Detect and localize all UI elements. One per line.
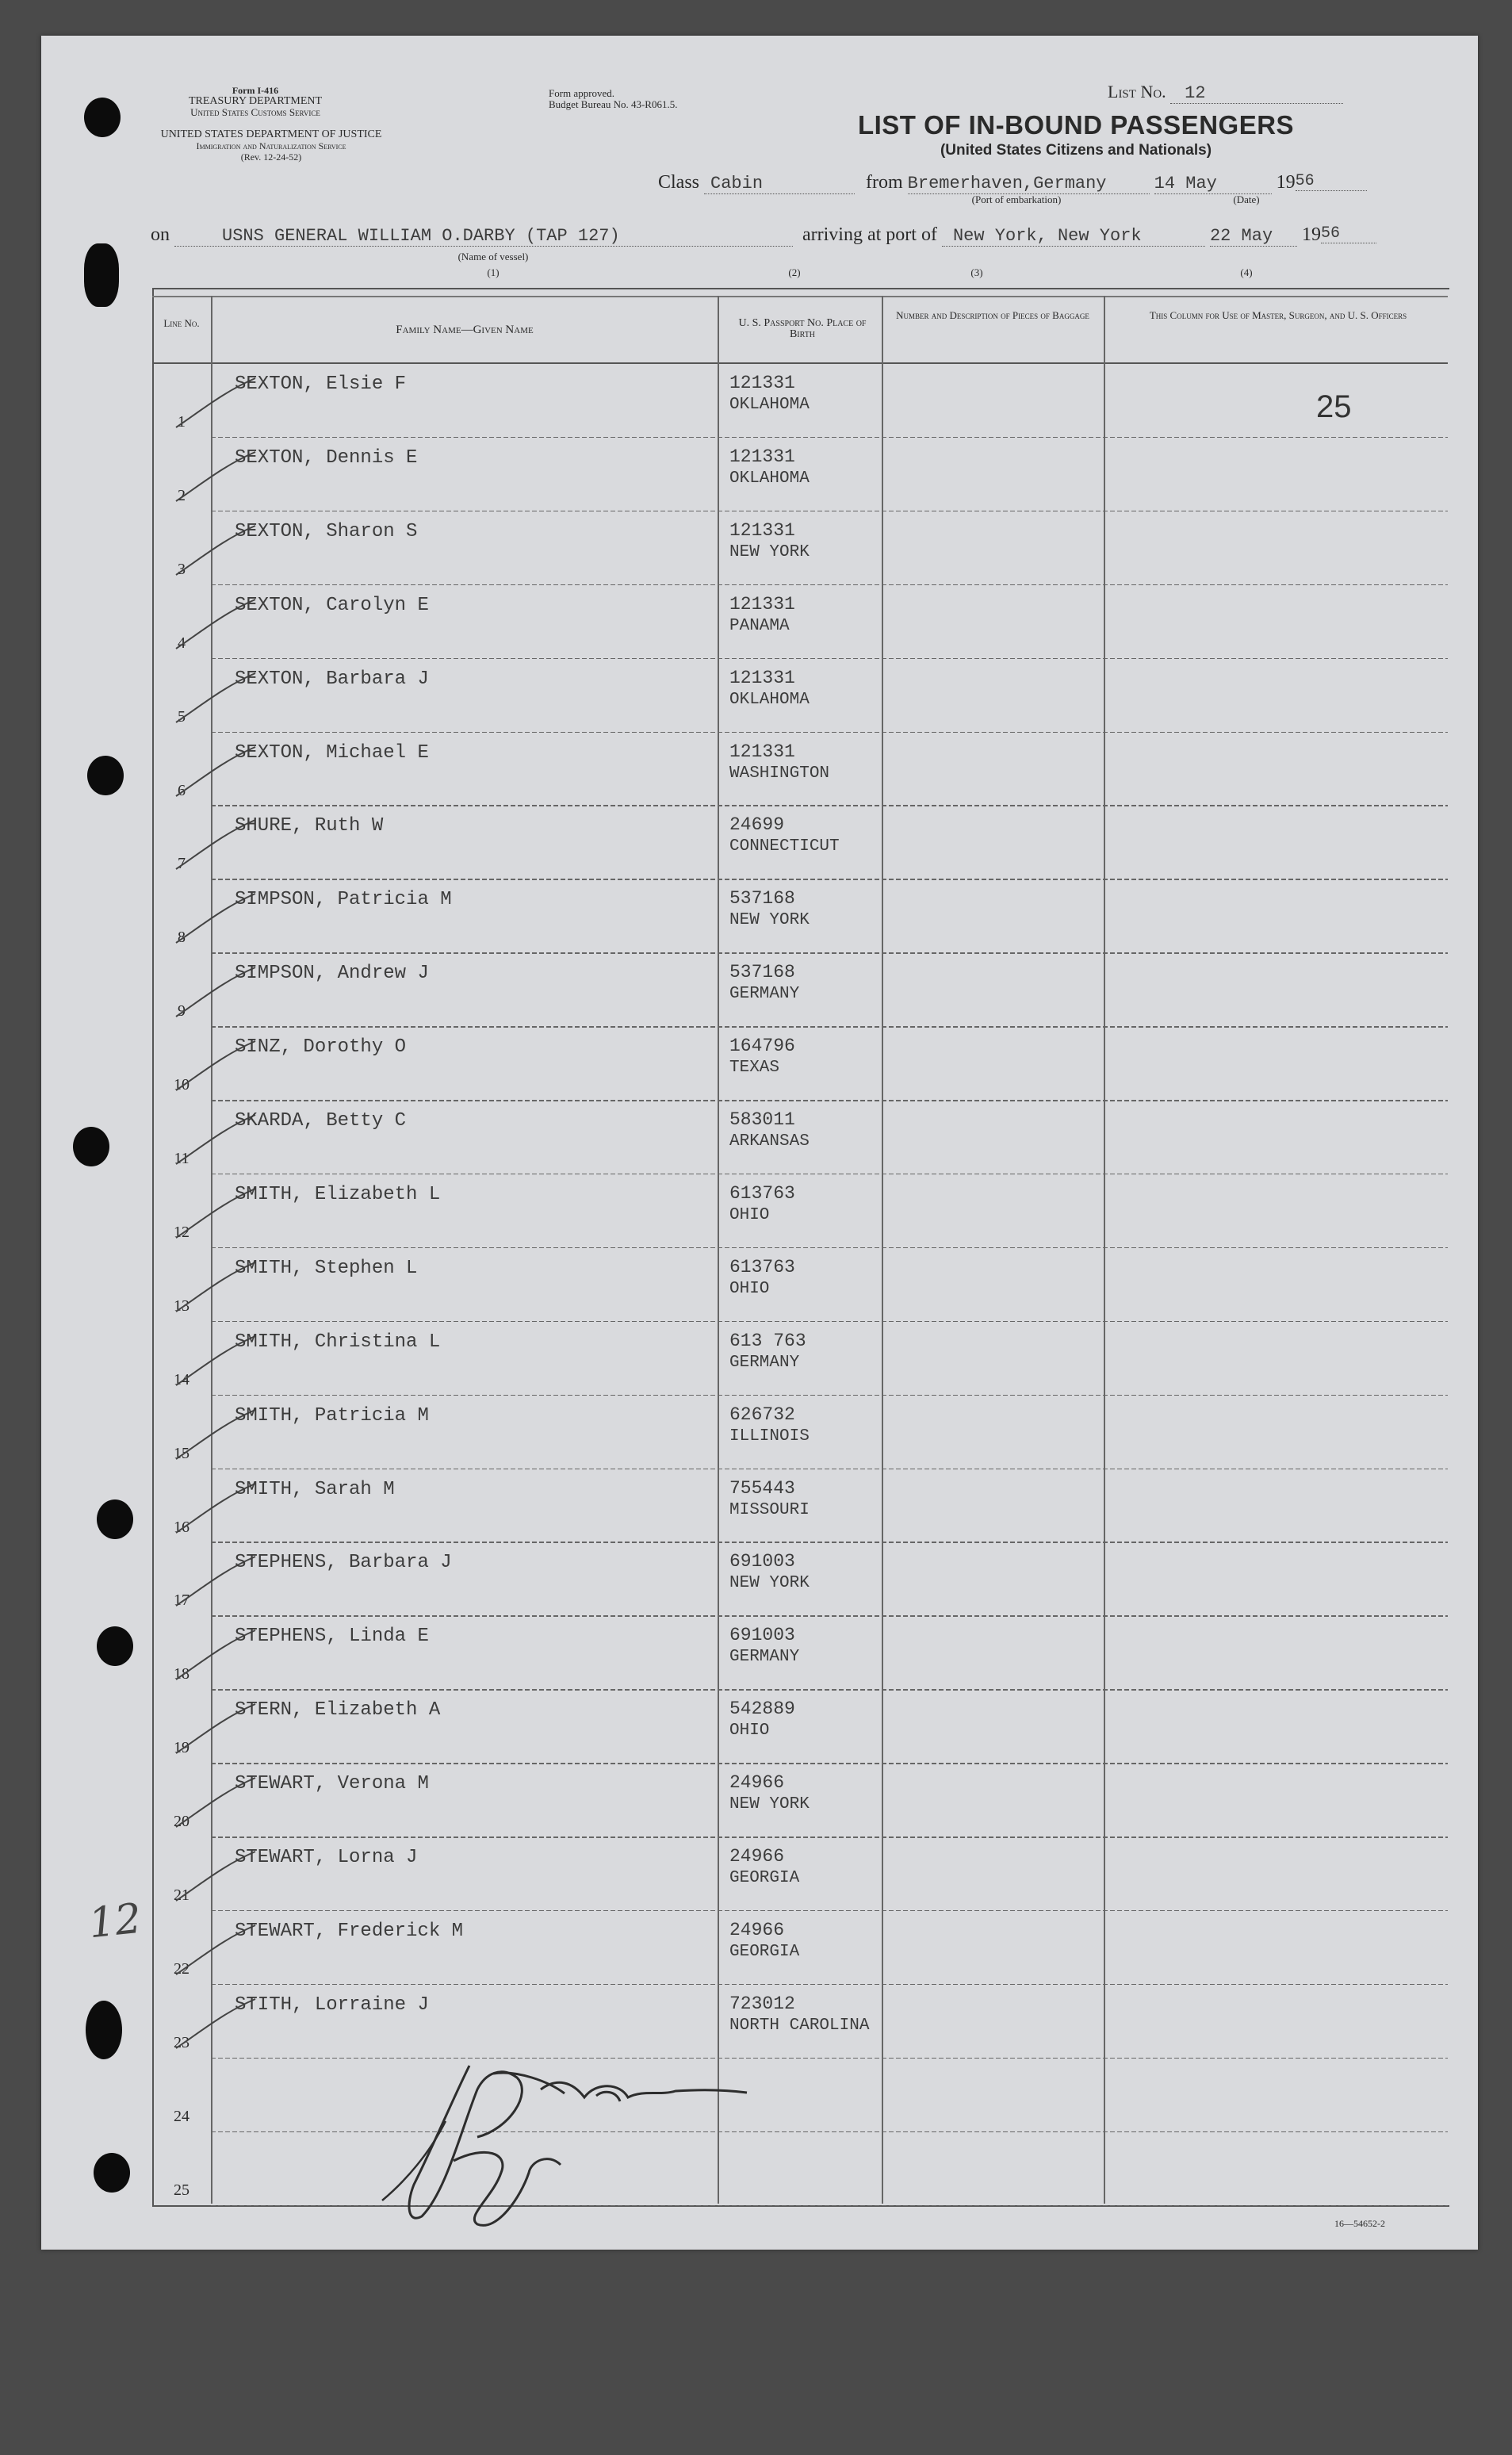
passport-cell xyxy=(729,1256,795,1300)
passport-number: 121331 xyxy=(729,373,795,393)
place-of-birth: NEW YORK xyxy=(729,542,810,561)
class-value: Cabin xyxy=(704,174,855,194)
passport-cell xyxy=(729,1698,795,1742)
passenger-name: SEXTON, Elsie F xyxy=(235,373,407,395)
passport-cell xyxy=(729,667,810,711)
place-of-birth: TEXAS xyxy=(729,1059,780,1078)
passport-cell xyxy=(729,1550,810,1595)
passport-cell xyxy=(729,887,810,932)
line-number: 8 xyxy=(178,929,186,947)
row-divider xyxy=(211,1247,1448,1249)
passenger-name: SMITH, Sarah M xyxy=(235,1478,395,1500)
row-divider xyxy=(211,1026,1448,1028)
punch-hole-7 xyxy=(86,2001,122,2059)
port-caption: (Port of embarkation) xyxy=(971,193,1062,205)
line-number: 7 xyxy=(178,855,186,873)
line-number: 22 xyxy=(174,1959,189,1978)
place-of-birth: OHIO xyxy=(729,1279,770,1298)
line-number: 21 xyxy=(174,1886,189,1904)
passenger-name: STEPHENS, Linda E xyxy=(235,1626,429,1648)
passport-cell xyxy=(729,1182,795,1227)
dept-justice: UNITED STATES DEPARTMENT OF JUSTICE xyxy=(160,128,382,140)
place-of-birth: OHIO xyxy=(729,1205,770,1224)
row-divider xyxy=(211,1321,1448,1323)
passport-number: 24966 xyxy=(729,1772,785,1794)
embark-port: Bremerhaven,Germany xyxy=(908,174,1150,194)
passenger-name: SEXTON, Barbara J xyxy=(235,668,429,690)
line-number: 11 xyxy=(174,1150,189,1167)
passport-cell xyxy=(729,1404,810,1448)
row-divider xyxy=(211,952,1448,954)
row-divider xyxy=(211,1100,1448,1101)
passenger-name: SEXTON, Dennis E xyxy=(235,446,418,469)
passport-cell xyxy=(729,1771,810,1816)
officer-count-note: 25 xyxy=(1316,389,1352,424)
punch-hole-3 xyxy=(87,756,124,795)
row-divider xyxy=(211,879,1448,880)
passport-cell xyxy=(729,1845,799,1890)
line-number: 25 xyxy=(174,2181,189,2199)
passport-number: 537168 xyxy=(729,888,795,910)
passport-cell xyxy=(729,1035,795,1079)
place-of-birth: MISSOURI xyxy=(729,1500,810,1519)
row-divider xyxy=(211,1469,1448,1470)
place-of-birth: NEW YORK xyxy=(729,1574,810,1593)
place-of-birth: GEORGIA xyxy=(729,1869,800,1887)
manifest-page xyxy=(41,36,1478,2250)
line-number: 24 xyxy=(174,2107,189,2125)
line-number: 5 xyxy=(178,707,186,726)
passport-number: 24699 xyxy=(729,814,785,836)
passenger-name: SIMPSON, Andrew J xyxy=(235,963,429,985)
passenger-name: SEXTON, Michael E xyxy=(235,741,429,764)
passport-number: 121331 xyxy=(729,446,795,467)
passport-number: 583011 xyxy=(729,1109,795,1130)
form-number: Form I-416 xyxy=(232,85,279,96)
passport-number: 164796 xyxy=(729,1036,795,1057)
date-caption: (Date) xyxy=(1233,193,1260,205)
row-divider xyxy=(211,511,1448,512)
line-number: 4 xyxy=(178,634,186,652)
row-divider xyxy=(211,658,1448,660)
place-of-birth: NEW YORK xyxy=(729,1795,810,1814)
passport-number: 542889 xyxy=(729,1699,795,1720)
line-number: 17 xyxy=(174,1591,189,1610)
vessel-line xyxy=(151,224,1376,247)
form-approved: Form approved. xyxy=(549,87,615,99)
passport-cell xyxy=(729,1993,869,2037)
passport-cell xyxy=(729,593,795,638)
class-label: Class xyxy=(658,172,700,193)
passenger-name: SHURE, Ruth W xyxy=(235,815,384,837)
passport-number: 537168 xyxy=(729,962,795,983)
dept-customs: United States Customs Service xyxy=(190,106,320,118)
row-divider xyxy=(211,805,1448,806)
class-line xyxy=(658,172,1367,194)
line-number: 13 xyxy=(174,1296,189,1315)
page-subtitle: (United States Citizens and Nationals) xyxy=(940,142,1212,159)
line-number: 15 xyxy=(174,1444,189,1462)
passenger-name: SINZ, Dorothy O xyxy=(235,1036,407,1059)
passport-number: 121331 xyxy=(729,519,795,541)
col-header-passport: U. S. Passport No. Place of Birth xyxy=(738,317,867,340)
passenger-name: STERN, Elizabeth A xyxy=(235,1699,441,1722)
punch-hole-8 xyxy=(94,2153,130,2193)
passport-number: 613 763 xyxy=(729,1330,806,1351)
row-divider xyxy=(211,1763,1448,1764)
passenger-name: STITH, Lorraine J xyxy=(235,1993,429,2016)
place-of-birth: PANAMA xyxy=(729,616,790,635)
row-divider xyxy=(211,1689,1448,1691)
on-label: on xyxy=(151,224,170,245)
passenger-name: STEWART, Lorna J xyxy=(235,1847,418,1868)
place-of-birth: OKLAHOMA xyxy=(729,469,810,488)
passport-number: 613763 xyxy=(729,1182,795,1204)
col-header-officers: This Column for Use of Master, Surgeon, and U. S. Officers xyxy=(1149,309,1407,321)
line-number: 6 xyxy=(178,781,186,799)
revision-date: (Rev. 12-24-52) xyxy=(240,151,302,163)
dept-treasury: TREASURY DEPARTMENT xyxy=(188,95,323,107)
budget-bureau: Budget Bureau No. 43-R061.5. xyxy=(549,98,678,110)
margin-handwritten-note: 12 xyxy=(86,1894,144,1948)
col-header-baggage: Number and Description of Pieces of Baggage xyxy=(896,309,1089,321)
passport-number: 121331 xyxy=(729,741,795,762)
passport-number: 121331 xyxy=(729,667,795,688)
place-of-birth: GEORGIA xyxy=(729,1942,800,1961)
punch-hole-4 xyxy=(73,1127,109,1166)
row-divider xyxy=(211,584,1448,586)
row-divider xyxy=(211,1542,1448,1543)
passenger-name: STEWART, Frederick M xyxy=(235,1920,464,1942)
line-number: 20 xyxy=(174,1813,189,1831)
passenger-name: SIMPSON, Patricia M xyxy=(235,889,452,911)
row-divider xyxy=(211,1984,1448,1986)
passenger-name: SEXTON, Sharon S xyxy=(235,520,418,542)
punch-hole-5 xyxy=(97,1499,133,1539)
passport-cell xyxy=(729,741,829,785)
col-num-1: (1) xyxy=(487,266,500,278)
passenger-name: SKARDA, Betty C xyxy=(235,1110,407,1132)
passport-cell xyxy=(729,372,810,416)
line-number: 1 xyxy=(178,413,186,431)
line-number: 2 xyxy=(178,486,186,504)
dept-immigration: Immigration and Naturalization Service xyxy=(196,140,346,151)
embark-date: 14 May xyxy=(1154,174,1272,194)
punch-hole-2 xyxy=(84,243,119,307)
row-divider xyxy=(211,1615,1448,1617)
passport-cell xyxy=(729,1624,799,1668)
punch-hole-1 xyxy=(84,98,121,137)
col-num-3: (3) xyxy=(970,266,983,278)
passport-number: 626732 xyxy=(729,1404,795,1425)
row-divider xyxy=(211,437,1448,439)
list-number-label: List No. xyxy=(1108,82,1166,101)
passport-cell xyxy=(729,1330,806,1374)
row-divider xyxy=(211,1836,1448,1838)
punch-hole-6 xyxy=(97,1626,133,1666)
passport-number: 723012 xyxy=(729,1993,795,2014)
passport-number: 24966 xyxy=(729,1919,785,1940)
passenger-name: SMITH, Elizabeth L xyxy=(235,1183,441,1205)
col-num-4: (4) xyxy=(1240,266,1253,278)
officer-signature xyxy=(358,2034,802,2248)
line-number: 23 xyxy=(174,2033,189,2051)
place-of-birth: OKLAHOMA xyxy=(729,396,810,414)
vessel-name: USNS GENERAL WILLIAM O.DARBY (TAP 127) xyxy=(174,226,793,247)
page-title: LIST OF IN-BOUND PASSENGERS xyxy=(857,110,1295,140)
vessel-caption: (Name of vessel) xyxy=(457,251,529,262)
line-number: 9 xyxy=(178,1002,186,1021)
passenger-name: SEXTON, Carolyn E xyxy=(235,594,429,616)
row-divider xyxy=(211,732,1448,733)
place-of-birth: ARKANSAS xyxy=(729,1132,810,1151)
passenger-name: SMITH, Patricia M xyxy=(235,1404,429,1427)
line-number: 19 xyxy=(174,1739,189,1757)
place-of-birth: GERMANY xyxy=(729,985,800,1004)
line-number: 10 xyxy=(174,1076,189,1094)
place-of-birth: WASHINGTON xyxy=(729,764,830,783)
list-number-value: 12 xyxy=(1170,83,1343,104)
arrival-port: New York, New York xyxy=(942,226,1205,247)
row-divider xyxy=(211,1174,1448,1175)
col-num-2: (2) xyxy=(788,266,801,278)
row-divider xyxy=(211,1910,1448,1912)
place-of-birth: OHIO xyxy=(729,1722,770,1741)
place-of-birth: GERMANY xyxy=(729,1353,800,1372)
year-prefix-2: 19 xyxy=(1301,224,1321,245)
line-number: 18 xyxy=(174,1665,189,1683)
passport-cell xyxy=(729,1919,799,1963)
place-of-birth: OKLAHOMA xyxy=(729,690,810,709)
line-number: 16 xyxy=(174,1518,189,1536)
line-number: 3 xyxy=(178,560,186,578)
passport-number: 755443 xyxy=(729,1477,795,1499)
passenger-name: SMITH, Christina L xyxy=(235,1331,441,1353)
place-of-birth: GERMANY xyxy=(729,1648,800,1667)
passport-number: 121331 xyxy=(729,593,795,615)
place-of-birth: CONNECTICUT xyxy=(729,837,840,856)
place-of-birth: NORTH CAROLINA xyxy=(729,2016,870,2035)
list-number-field xyxy=(1108,82,1343,104)
embark-year: 56 xyxy=(1296,172,1367,191)
passport-cell xyxy=(729,1477,810,1522)
year-prefix: 19 xyxy=(1276,172,1296,193)
passenger-name: SMITH, Stephen L xyxy=(235,1257,418,1279)
passport-number: 613763 xyxy=(729,1256,795,1277)
col-header-line: Line No. xyxy=(163,317,200,329)
line-number: 12 xyxy=(174,1223,189,1241)
passenger-name: STEPHENS, Barbara J xyxy=(235,1552,452,1574)
passport-cell xyxy=(729,961,799,1005)
col-header-name: Family Name—Given Name xyxy=(396,324,534,336)
arrival-year: 56 xyxy=(1321,224,1376,243)
passport-cell xyxy=(729,814,840,858)
passport-number: 691003 xyxy=(729,1625,795,1646)
passenger-name: STEWART, Verona M xyxy=(235,1773,429,1795)
from-label: from xyxy=(866,172,903,193)
passport-number: 691003 xyxy=(729,1551,795,1572)
arrival-date: 22 May xyxy=(1210,226,1297,247)
place-of-birth: ILLINOIS xyxy=(729,1427,810,1446)
row-divider xyxy=(211,1395,1448,1396)
passport-cell xyxy=(729,446,810,490)
line-number: 14 xyxy=(174,1370,189,1388)
arriving-label: arriving at port of xyxy=(802,224,937,245)
passport-cell xyxy=(729,1109,810,1153)
passport-cell xyxy=(729,519,810,564)
passport-number: 24966 xyxy=(729,1846,785,1867)
place-of-birth: NEW YORK xyxy=(729,911,810,930)
form-print-code: 16—54652-2 xyxy=(1334,2218,1385,2229)
